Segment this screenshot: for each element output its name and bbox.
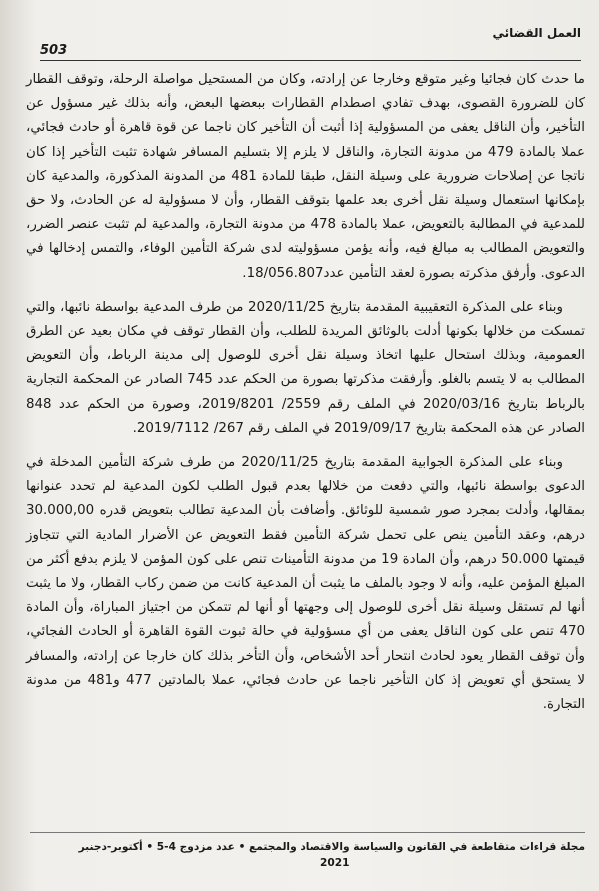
page-header — [40, 20, 581, 61]
journal-year: 2021 — [320, 857, 350, 869]
page-number: 503 — [40, 43, 68, 58]
journal-footer — [30, 832, 585, 871]
document-body — [26, 68, 585, 727]
journal-name: مجلة قراءات متقاطعة في القانون والسياسة والاقتصاد والمجتمع • عدد مزدوج 4-5 • أكتوبر-دجنبر — [78, 841, 585, 853]
paragraph-2: وبناء على المذكرة التعقيبية المقدمة بتاريخ 2020/11/25 من طرف المدعية بواسطة نائبها، والتي تمسكت من خلالها بكونها أدلت بالوثائق المريدة للطلب، وأن القطار توقف في مكان بعيد عن الطرق العمومية، وبذلك استحال عليها اتخاذ وسيلة نقل أخرى للوصول إلى مدينة الرباط، وأن التعويض المطالب به لا يتسم بالغلو. وأرفقت مذكرتها بصورة من الحكم عدد 745 الصادر عن المحكمة التجارية بالرباط بتاريخ 2020/03/16 في الملف رقم 2559/ 2019/8201، وصورة من الحكم عدد 848 الصادر عن هذه المحكمة بتاريخ 2019/09/17 في الملف رقم 267/ 2019/7112. — [26, 299, 585, 436]
section-title: العمل القضائي — [492, 26, 581, 40]
paragraph-1: ما حدث كان فجائيا وغير متوقع وخارجا عن إرادته، وكان من المستحيل مواصلة الرحلة، وتوقف القطار كان للضرورة القصوى، بهدف تفادي اصطدام القطارات ببعضها البعض، وأنه بذلك غير مسؤول عن التأخير، وأن الناقل يعفى من المسؤولية إذا أثبت أن التأخير كان ناجما عن قوة قاهرة أو حادث فجائي، عملا بالمادة 479 من مدونة التجارة، والناقل لا يلزم إلا بتسليم المسافر شهادة تثبت التأخير إذا كان ناتجا عن إصلاحات ضرورية على وسيلة النقل، طبقا للمادة 481 من المدونة المذكورة، والمدعية كان بإمكانها استعمال وسيلة نقل أخرى بعد علمها بتوقف القطار، وأن لا مسؤولية له عن الحادث، ولا حق للمدعية في المطالبة بالتعويض، عملا بالمادة 478 من مدونة التجارة، والمدعية لم تثبت عنصر الضرر، والتعويض المطالب به مبالغ فيه، وأنه يؤمن مسؤوليته لدى شركة التأمين الوفاء، والتمس إدخالها في الدعوى. وأرفق مذكرته بصورة لعقد التأمين عدد18/056.807. — [26, 72, 585, 281]
paragraph-3: وبناء على المذكرة الجوابية المقدمة بتاريخ 2020/11/25 من طرف شركة التأمين المدخلة في الدعوى بواسطة نائبها، والتي دفعت من خلالها بعدم قبول الطلب لكون المدعية لم تحدد عنوانها بمقالها، وأدلت بمجرد صور شمسية للوثائق. وأضافت بأن المدعية تطالب بتعويض قدره 30.000,00 درهم، وعقد التأمين ينص على تحمل شركة التأمين فقط التعويض عن الأضرار المادية التي تتجاوز قيمتها 50.000 درهم، وأن المادة 19 من مدونة التأمينات تنص على كون المؤمن لا يلزم بدفع أكثر من المبلغ المؤمن عليه، وأنه لا وجود بالملف ما يثبت أن المدعية كانت من ضمن ركاب القطار، ولا ما يثبت أنها لم تستقل وسيلة نقل أخرى للوصول إلى وجهتها أو أنها لم تتمكن من اجتياز المباراة، وأن المادة 470 تنص على كون الناقل يعفى من أي مسؤولية في حالة ثبوت القوة القاهرة أو الحادث الفجائي، وأن توقف القطار يعود لحادث انتحار أحد الأشخاص، وأن التأخر بذلك كان خارجا عن إرادته، والمسافر لا يستحق أي تعويض إذ كان التأخير ناجما عن حادث فجائي، عملا بالمادتين 477 و481 من مدونة التجارة. — [26, 455, 585, 713]
